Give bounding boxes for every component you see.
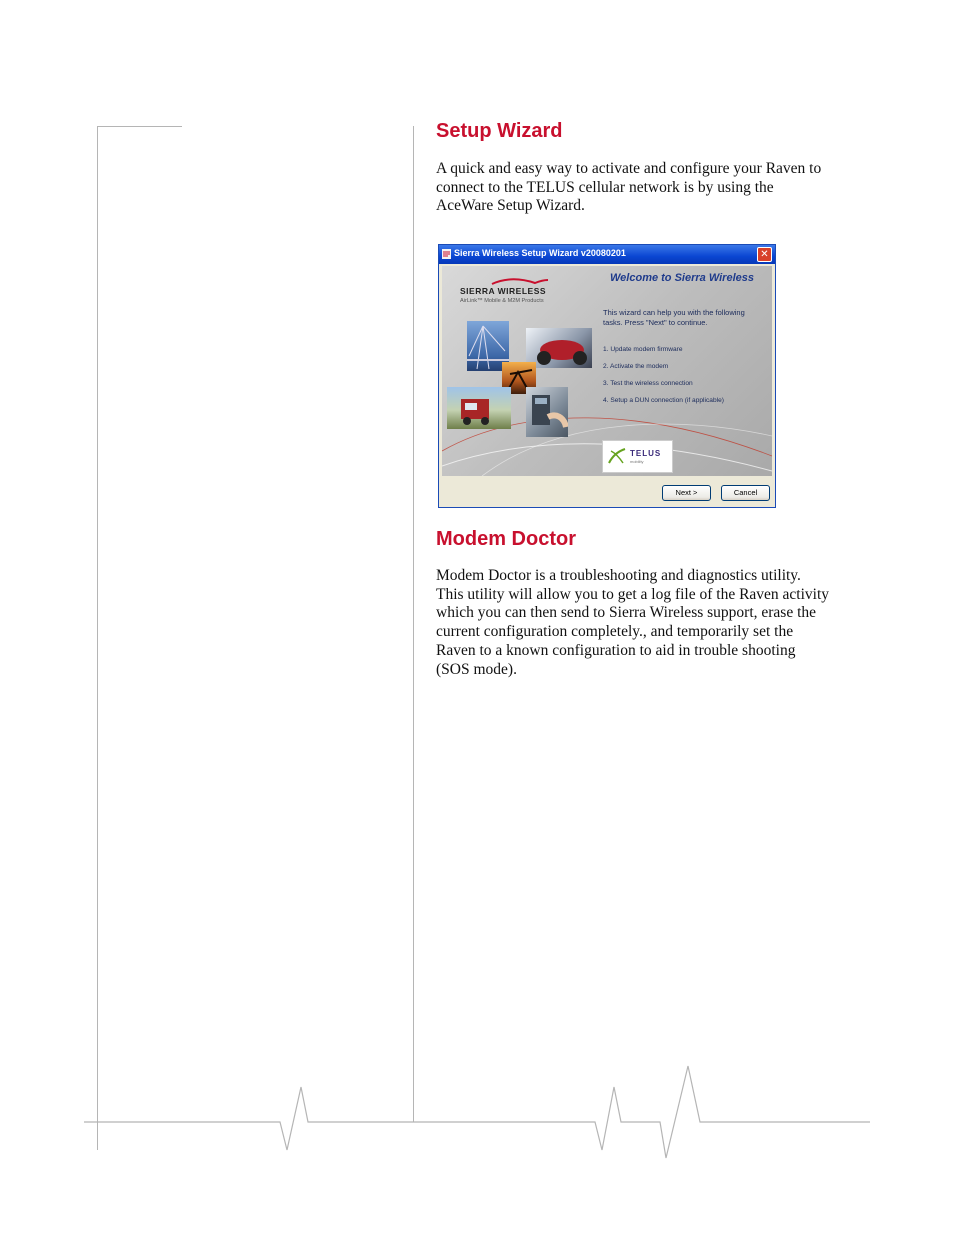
- wizard-task-item: 1. Update modem firmware: [603, 346, 683, 353]
- wizard-title: Sierra Wireless Setup Wizard v20080201: [454, 248, 626, 258]
- paragraph-line: A quick and easy way to activate and configure your Raven to: [436, 160, 822, 177]
- paragraph-line: Modem Doctor is a troubleshooting and diagnostics utility.: [436, 567, 801, 584]
- truck-photo: [447, 387, 511, 429]
- paragraph-line: current configuration completely., and temporarily set the: [436, 623, 794, 641]
- app-icon: [442, 249, 451, 259]
- setup-wizard-paragraph: [436, 160, 876, 216]
- cancel-button[interactable]: Cancel: [721, 485, 770, 501]
- sierra-wireless-logo: SIERRA WIRELESS: [460, 286, 547, 296]
- keypad-photo: [526, 387, 568, 437]
- wizard-task-item: 4. Setup a DUN connection (if applicable): [603, 397, 724, 404]
- paragraph-line: Raven to a known configuration to aid in trouble shooting: [436, 641, 796, 659]
- wizard-welcome-panel: [442, 266, 772, 476]
- telus-mark-icon: [607, 447, 627, 465]
- paragraph-line: (SOS mode).: [436, 660, 517, 678]
- airlink-tagline: AirLink™ Mobile & M2M Products: [460, 298, 544, 304]
- next-button[interactable]: Next >: [662, 485, 711, 501]
- telus-logo: [602, 440, 673, 473]
- close-icon[interactable]: ✕: [757, 247, 772, 262]
- footer-line-left: [84, 1066, 870, 1158]
- sierra-swoosh-logo: [490, 278, 550, 286]
- section-title-setup-wizard: Setup Wizard: [436, 120, 563, 142]
- wizard-intro-text: This wizard can help you with the following tasks. Press "Next" to continue.: [603, 308, 745, 327]
- paragraph-line: connect to the TELUS cellular network is by using the: [436, 178, 774, 196]
- wizard-titlebar: [439, 245, 775, 264]
- wizard-welcome-heading: Welcome to Sierra Wireless: [610, 272, 754, 284]
- wizard-task-item: 2. Activate the modem: [603, 363, 669, 370]
- section-title-modem-doctor: Modem Doctor: [436, 528, 576, 550]
- telus-mobility-text: mobility: [630, 459, 644, 464]
- paragraph-line: This utility will allow you to get a log file of the Raven activity: [436, 585, 830, 603]
- modem-doctor-paragraph: [436, 567, 876, 679]
- setup-wizard-screenshot: [438, 244, 776, 508]
- wizard-task-item: 3. Test the wireless connection: [603, 380, 693, 387]
- paragraph-line: AceWare Setup Wizard.: [436, 197, 585, 215]
- telus-wordmark: TELUS: [630, 449, 662, 458]
- paragraph-line: which you can then send to Sierra Wireless support, erase the: [436, 604, 817, 622]
